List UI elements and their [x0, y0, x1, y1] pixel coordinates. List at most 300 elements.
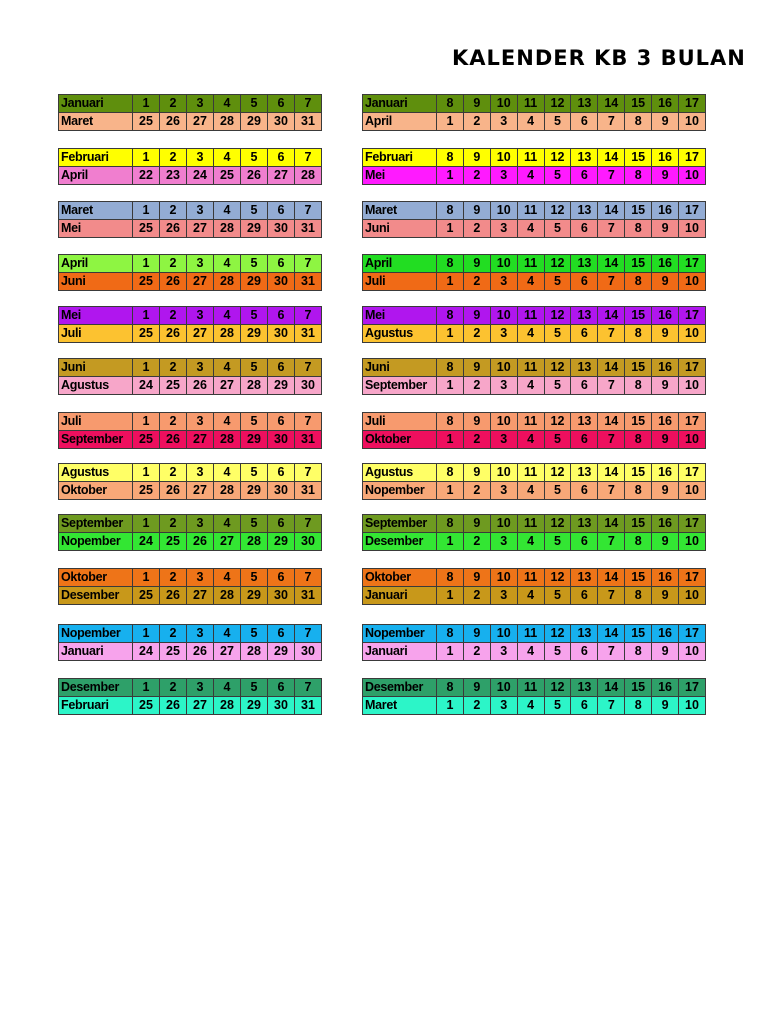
return-day-cell: 29: [241, 482, 268, 500]
return-day-cell: 31: [295, 482, 322, 500]
start-month-label: Nopember: [59, 625, 133, 643]
return-day-cell: 29: [241, 325, 268, 343]
start-day-cell: 14: [598, 202, 625, 220]
start-day-cell: 6: [268, 202, 295, 220]
start-day-cell: 8: [437, 464, 464, 482]
start-day-cell: 13: [571, 464, 598, 482]
return-day-cell: 26: [160, 220, 187, 238]
start-day-cell: 13: [571, 625, 598, 643]
start-day-cell: 8: [437, 679, 464, 697]
return-month-row: [363, 587, 706, 605]
return-month-label: Januari: [59, 643, 133, 661]
return-day-cell: 3: [490, 325, 517, 343]
return-month-label: Juli: [363, 273, 437, 291]
start-day-cell: 13: [571, 202, 598, 220]
start-day-cell: 2: [160, 464, 187, 482]
start-day-cell: 5: [241, 359, 268, 377]
left-calendar-block: [58, 624, 322, 661]
start-day-cell: 8: [437, 515, 464, 533]
start-day-cell: 7: [295, 255, 322, 273]
left-calendar-block: [58, 201, 322, 238]
start-day-cell: 12: [544, 149, 571, 167]
return-month-label: Juni: [59, 273, 133, 291]
return-day-cell: 1: [437, 431, 464, 449]
start-day-cell: 17: [679, 679, 706, 697]
start-day-cell: 14: [598, 569, 625, 587]
start-day-cell: 4: [214, 202, 241, 220]
return-month-label: Februari: [59, 697, 133, 715]
start-day-cell: 14: [598, 413, 625, 431]
start-day-cell: 12: [544, 413, 571, 431]
start-month-row: [363, 359, 706, 377]
return-day-cell: 6: [571, 643, 598, 661]
start-day-cell: 14: [598, 95, 625, 113]
start-day-cell: 12: [544, 307, 571, 325]
right-calendar-block: [362, 201, 706, 238]
start-day-cell: 13: [571, 569, 598, 587]
right-calendar-block: [362, 412, 706, 449]
start-day-cell: 16: [652, 464, 679, 482]
start-day-cell: 5: [241, 569, 268, 587]
start-month-label: Mei: [363, 307, 437, 325]
start-day-cell: 14: [598, 515, 625, 533]
return-day-cell: 7: [598, 220, 625, 238]
return-day-cell: 25: [133, 273, 160, 291]
right-calendar-block: [362, 514, 706, 551]
right-calendar-block: [362, 358, 706, 395]
return-month-row: [363, 273, 706, 291]
left-calendar-block: [58, 148, 322, 185]
start-day-cell: 11: [517, 149, 544, 167]
start-day-cell: 5: [241, 464, 268, 482]
start-day-cell: 2: [160, 359, 187, 377]
start-day-cell: 11: [517, 255, 544, 273]
start-day-cell: 2: [160, 413, 187, 431]
start-month-label: Juni: [363, 359, 437, 377]
return-day-cell: 5: [544, 482, 571, 500]
start-day-cell: 12: [544, 515, 571, 533]
start-day-cell: 11: [517, 464, 544, 482]
start-day-cell: 16: [652, 625, 679, 643]
return-day-cell: 6: [571, 167, 598, 185]
return-day-cell: 6: [571, 220, 598, 238]
start-day-cell: 10: [490, 149, 517, 167]
return-day-cell: 8: [625, 220, 652, 238]
return-day-cell: 6: [571, 697, 598, 715]
return-day-cell: 7: [598, 273, 625, 291]
return-month-label: Maret: [59, 113, 133, 131]
left-calendar-block: [58, 568, 322, 605]
start-month-row: [363, 625, 706, 643]
return-day-cell: 9: [652, 220, 679, 238]
start-day-cell: 5: [241, 95, 268, 113]
start-day-cell: 13: [571, 95, 598, 113]
return-day-cell: 26: [187, 377, 214, 395]
start-day-cell: 12: [544, 464, 571, 482]
start-day-cell: 16: [652, 202, 679, 220]
start-month-label: Januari: [59, 95, 133, 113]
start-day-cell: 1: [133, 679, 160, 697]
start-day-cell: 3: [187, 359, 214, 377]
return-day-cell: 10: [679, 697, 706, 715]
return-day-cell: 29: [241, 431, 268, 449]
start-day-cell: 1: [133, 569, 160, 587]
start-day-cell: 7: [295, 625, 322, 643]
return-day-cell: 2: [463, 643, 490, 661]
right-calendar-block: [362, 148, 706, 185]
return-day-cell: 1: [437, 697, 464, 715]
start-day-cell: 16: [652, 569, 679, 587]
return-day-cell: 2: [463, 431, 490, 449]
return-day-cell: 4: [517, 167, 544, 185]
return-day-cell: 30: [268, 220, 295, 238]
return-day-cell: 29: [241, 220, 268, 238]
return-day-cell: 25: [133, 482, 160, 500]
start-day-cell: 6: [268, 307, 295, 325]
start-month-row: [59, 95, 322, 113]
return-month-label: Desember: [59, 587, 133, 605]
return-month-label: September: [363, 377, 437, 395]
return-month-row: [363, 220, 706, 238]
return-day-cell: 6: [571, 377, 598, 395]
return-month-label: Maret: [363, 697, 437, 715]
start-day-cell: 11: [517, 202, 544, 220]
return-day-cell: 3: [490, 167, 517, 185]
start-month-row: [363, 95, 706, 113]
start-day-cell: 17: [679, 149, 706, 167]
start-day-cell: 7: [295, 149, 322, 167]
return-day-cell: 26: [187, 533, 214, 551]
start-month-label: Agustus: [363, 464, 437, 482]
return-day-cell: 28: [295, 167, 322, 185]
return-day-cell: 1: [437, 325, 464, 343]
return-day-cell: 25: [214, 167, 241, 185]
return-month-row: [59, 643, 322, 661]
return-day-cell: 26: [160, 587, 187, 605]
return-day-cell: 25: [133, 113, 160, 131]
return-month-label: Januari: [363, 587, 437, 605]
start-day-cell: 3: [187, 307, 214, 325]
start-month-row: [59, 625, 322, 643]
return-day-cell: 26: [241, 167, 268, 185]
return-day-cell: 31: [295, 587, 322, 605]
return-day-cell: 6: [571, 325, 598, 343]
return-day-cell: 30: [268, 113, 295, 131]
return-day-cell: 10: [679, 377, 706, 395]
return-day-cell: 27: [214, 377, 241, 395]
return-day-cell: 30: [295, 643, 322, 661]
return-day-cell: 8: [625, 697, 652, 715]
start-day-cell: 2: [160, 569, 187, 587]
return-day-cell: 3: [490, 533, 517, 551]
return-month-label: September: [59, 431, 133, 449]
return-month-label: Oktober: [363, 431, 437, 449]
return-month-row: [363, 643, 706, 661]
return-month-row: [363, 697, 706, 715]
start-day-cell: 15: [625, 413, 652, 431]
start-month-row: [363, 569, 706, 587]
start-day-cell: 10: [490, 202, 517, 220]
return-day-cell: 4: [517, 220, 544, 238]
start-day-cell: 3: [187, 569, 214, 587]
return-day-cell: 6: [571, 273, 598, 291]
start-day-cell: 17: [679, 359, 706, 377]
return-month-row: [363, 482, 706, 500]
return-day-cell: 2: [463, 697, 490, 715]
return-day-cell: 9: [652, 587, 679, 605]
return-day-cell: 27: [187, 482, 214, 500]
left-calendar-block: [58, 254, 322, 291]
right-calendar-block: [362, 306, 706, 343]
start-day-cell: 15: [625, 255, 652, 273]
return-day-cell: 3: [490, 273, 517, 291]
return-month-label: Nopember: [363, 482, 437, 500]
return-day-cell: 28: [214, 587, 241, 605]
return-day-cell: 7: [598, 643, 625, 661]
return-day-cell: 25: [133, 325, 160, 343]
start-day-cell: 2: [160, 202, 187, 220]
start-day-cell: 10: [490, 679, 517, 697]
start-day-cell: 8: [437, 413, 464, 431]
start-day-cell: 13: [571, 515, 598, 533]
return-day-cell: 31: [295, 273, 322, 291]
return-day-cell: 27: [268, 167, 295, 185]
return-day-cell: 28: [214, 431, 241, 449]
return-day-cell: 2: [463, 325, 490, 343]
return-month-row: [363, 533, 706, 551]
start-day-cell: 5: [241, 413, 268, 431]
return-month-label: Oktober: [59, 482, 133, 500]
start-day-cell: 10: [490, 359, 517, 377]
start-month-row: [363, 679, 706, 697]
start-day-cell: 16: [652, 359, 679, 377]
start-day-cell: 11: [517, 679, 544, 697]
return-day-cell: 10: [679, 587, 706, 605]
start-day-cell: 3: [187, 202, 214, 220]
start-day-cell: 13: [571, 149, 598, 167]
return-day-cell: 3: [490, 587, 517, 605]
start-day-cell: 16: [652, 679, 679, 697]
start-day-cell: 7: [295, 359, 322, 377]
return-day-cell: 8: [625, 533, 652, 551]
start-day-cell: 12: [544, 569, 571, 587]
start-day-cell: 17: [679, 307, 706, 325]
start-month-label: Juli: [59, 413, 133, 431]
page-title: KALENDER KB 3 BULAN: [452, 46, 746, 70]
return-day-cell: 5: [544, 587, 571, 605]
start-day-cell: 1: [133, 255, 160, 273]
return-day-cell: 27: [187, 587, 214, 605]
return-day-cell: 10: [679, 533, 706, 551]
return-day-cell: 27: [214, 643, 241, 661]
start-day-cell: 7: [295, 569, 322, 587]
return-day-cell: 29: [241, 697, 268, 715]
return-day-cell: 5: [544, 220, 571, 238]
start-month-label: Agustus: [59, 464, 133, 482]
start-day-cell: 2: [160, 255, 187, 273]
return-month-row: [59, 377, 322, 395]
return-day-cell: 3: [490, 482, 517, 500]
return-day-cell: 27: [187, 325, 214, 343]
start-day-cell: 17: [679, 95, 706, 113]
start-month-label: April: [363, 255, 437, 273]
return-day-cell: 2: [463, 113, 490, 131]
return-day-cell: 5: [544, 643, 571, 661]
return-day-cell: 29: [241, 587, 268, 605]
return-day-cell: 3: [490, 697, 517, 715]
return-day-cell: 1: [437, 113, 464, 131]
return-day-cell: 7: [598, 482, 625, 500]
start-day-cell: 6: [268, 359, 295, 377]
start-day-cell: 16: [652, 413, 679, 431]
start-day-cell: 6: [268, 515, 295, 533]
start-month-row: [59, 515, 322, 533]
return-day-cell: 24: [133, 377, 160, 395]
return-month-row: [59, 587, 322, 605]
start-day-cell: 9: [463, 569, 490, 587]
start-day-cell: 14: [598, 464, 625, 482]
start-day-cell: 9: [463, 149, 490, 167]
return-day-cell: 30: [268, 482, 295, 500]
start-month-row: [363, 202, 706, 220]
return-day-cell: 30: [295, 533, 322, 551]
start-day-cell: 10: [490, 95, 517, 113]
return-day-cell: 10: [679, 167, 706, 185]
return-month-row: [59, 431, 322, 449]
start-day-cell: 13: [571, 359, 598, 377]
return-day-cell: 26: [187, 643, 214, 661]
return-day-cell: 1: [437, 273, 464, 291]
start-day-cell: 2: [160, 515, 187, 533]
return-day-cell: 26: [160, 113, 187, 131]
start-day-cell: 9: [463, 413, 490, 431]
return-day-cell: 7: [598, 377, 625, 395]
start-day-cell: 7: [295, 202, 322, 220]
start-day-cell: 15: [625, 149, 652, 167]
return-day-cell: 4: [517, 113, 544, 131]
start-day-cell: 10: [490, 255, 517, 273]
start-day-cell: 4: [214, 515, 241, 533]
return-day-cell: 5: [544, 325, 571, 343]
start-month-row: [59, 202, 322, 220]
start-day-cell: 4: [214, 679, 241, 697]
return-day-cell: 4: [517, 697, 544, 715]
start-month-row: [363, 464, 706, 482]
return-day-cell: 10: [679, 431, 706, 449]
return-month-label: Nopember: [59, 533, 133, 551]
start-day-cell: 15: [625, 307, 652, 325]
left-calendar-block: [58, 678, 322, 715]
start-month-row: [59, 569, 322, 587]
start-day-cell: 17: [679, 625, 706, 643]
return-month-row: [59, 533, 322, 551]
return-month-row: [59, 482, 322, 500]
return-day-cell: 7: [598, 533, 625, 551]
start-day-cell: 1: [133, 464, 160, 482]
return-month-label: Agustus: [363, 325, 437, 343]
return-month-row: [59, 325, 322, 343]
return-month-row: [59, 167, 322, 185]
start-day-cell: 11: [517, 95, 544, 113]
return-day-cell: 26: [160, 697, 187, 715]
return-day-cell: 3: [490, 643, 517, 661]
return-day-cell: 8: [625, 377, 652, 395]
start-day-cell: 12: [544, 202, 571, 220]
return-day-cell: 6: [571, 482, 598, 500]
start-day-cell: 17: [679, 569, 706, 587]
return-day-cell: 2: [463, 220, 490, 238]
start-month-label: Oktober: [59, 569, 133, 587]
start-day-cell: 5: [241, 255, 268, 273]
start-day-cell: 14: [598, 149, 625, 167]
return-day-cell: 3: [490, 431, 517, 449]
start-month-row: [59, 255, 322, 273]
return-day-cell: 29: [241, 113, 268, 131]
return-day-cell: 8: [625, 643, 652, 661]
return-day-cell: 10: [679, 325, 706, 343]
start-day-cell: 1: [133, 149, 160, 167]
start-day-cell: 4: [214, 255, 241, 273]
start-day-cell: 14: [598, 255, 625, 273]
return-day-cell: 29: [241, 273, 268, 291]
start-day-cell: 4: [214, 95, 241, 113]
left-calendar-block: [58, 514, 322, 551]
start-month-row: [363, 515, 706, 533]
return-month-row: [59, 273, 322, 291]
start-day-cell: 13: [571, 413, 598, 431]
start-day-cell: 11: [517, 307, 544, 325]
left-calendar-block: [58, 412, 322, 449]
return-day-cell: 5: [544, 377, 571, 395]
start-day-cell: 8: [437, 569, 464, 587]
return-day-cell: 31: [295, 220, 322, 238]
return-day-cell: 8: [625, 273, 652, 291]
return-day-cell: 28: [214, 220, 241, 238]
start-day-cell: 3: [187, 679, 214, 697]
start-day-cell: 15: [625, 95, 652, 113]
start-day-cell: 9: [463, 464, 490, 482]
start-day-cell: 9: [463, 202, 490, 220]
start-day-cell: 6: [268, 569, 295, 587]
return-day-cell: 5: [544, 273, 571, 291]
start-day-cell: 9: [463, 359, 490, 377]
return-day-cell: 30: [268, 325, 295, 343]
return-day-cell: 31: [295, 325, 322, 343]
return-month-label: April: [59, 167, 133, 185]
start-day-cell: 10: [490, 413, 517, 431]
return-day-cell: 2: [463, 273, 490, 291]
return-day-cell: 7: [598, 587, 625, 605]
start-day-cell: 15: [625, 625, 652, 643]
start-day-cell: 14: [598, 359, 625, 377]
start-day-cell: 13: [571, 679, 598, 697]
start-month-label: Oktober: [363, 569, 437, 587]
return-day-cell: 4: [517, 325, 544, 343]
start-day-cell: 2: [160, 307, 187, 325]
start-month-label: Januari: [363, 95, 437, 113]
start-day-cell: 10: [490, 515, 517, 533]
return-month-label: Januari: [363, 643, 437, 661]
start-day-cell: 12: [544, 95, 571, 113]
return-month-row: [59, 697, 322, 715]
start-day-cell: 15: [625, 515, 652, 533]
return-month-row: [59, 220, 322, 238]
start-month-row: [363, 149, 706, 167]
start-day-cell: 13: [571, 255, 598, 273]
start-day-cell: 14: [598, 307, 625, 325]
start-day-cell: 4: [214, 569, 241, 587]
left-calendar-block: [58, 306, 322, 343]
